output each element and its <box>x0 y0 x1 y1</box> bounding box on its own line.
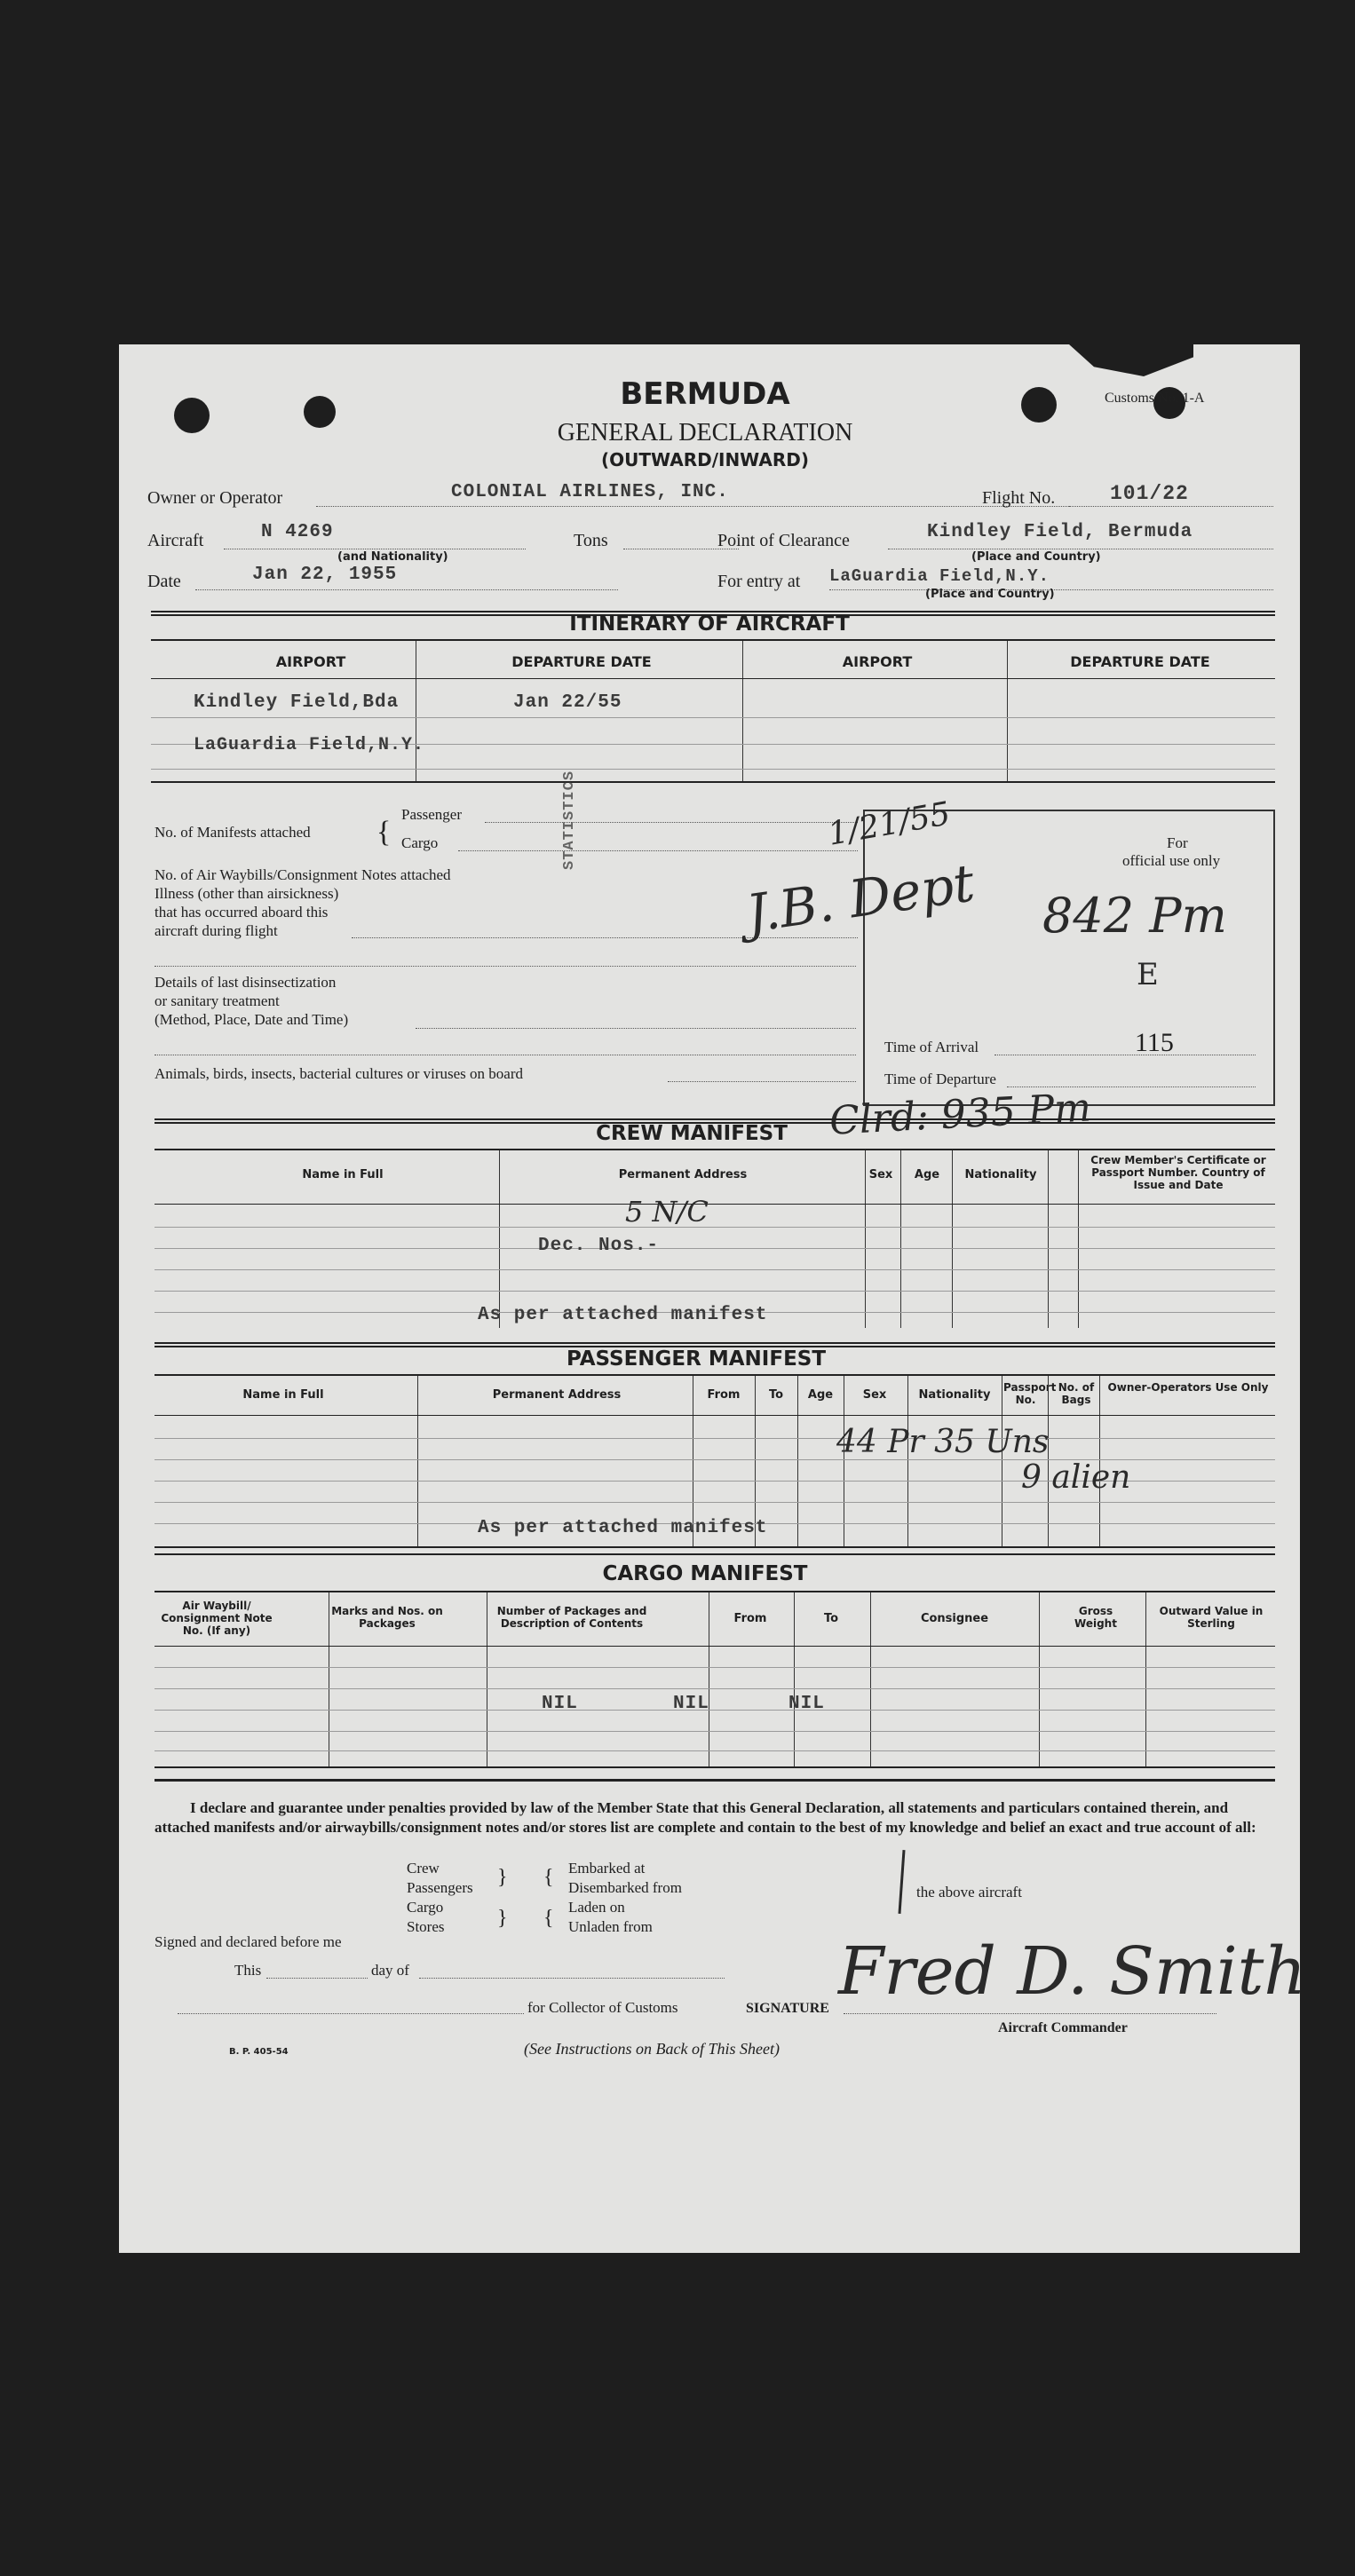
declaration-item: Embarked at <box>568 1860 646 1877</box>
itinerary-header-airport-2: AIRPORT <box>842 653 913 670</box>
itinerary-row-2-airport: LaGuardia Field,N.Y. <box>194 735 425 755</box>
passenger-handwriting-alien: 9 alien <box>1021 1459 1131 1496</box>
crew-header-address: Permanent Address <box>618 1168 748 1181</box>
cargo-nil-1: NIL <box>542 1694 578 1714</box>
date-value: Jan 22, 1955 <box>252 565 398 585</box>
cargo-header-consignee: Consignee <box>920 1612 989 1625</box>
declaration-braces-right: { { <box>543 1866 554 1930</box>
crew-header-name: Name in Full <box>302 1168 384 1181</box>
declaration-text: I declare and guarantee under penalties provided by law of the Member State that this General Declaration, all statements and particulars contained therein, and attached manifests and/or airwaybills/consignment notes and/or stores list are complete and contain to the best of my knowledge and belief an exact and true account of all: <box>155 1799 1256 1836</box>
crew-attached-note: As per attached manifest <box>478 1305 768 1325</box>
crew-header-certificate: Crew Member's Certificate or Passport Number. Country of Issue and Date <box>1090 1154 1266 1191</box>
flight-value: 101/22 <box>1110 482 1189 505</box>
aircraft-label: Aircraft <box>147 531 204 550</box>
clearance-note: (Place and Country) <box>971 550 1101 564</box>
clearance-value: Kindley Field, Bermuda <box>927 522 1193 542</box>
passenger-header-name: Name in Full <box>242 1388 324 1402</box>
departure-label: Time of Departure <box>884 1071 996 1087</box>
entry-note: (Place and Country) <box>925 588 1055 601</box>
cargo-header-marks: Marks and Nos. on Packages <box>331 1605 443 1630</box>
itinerary-row-1-date: Jan 22/55 <box>513 692 622 713</box>
itinerary-header-date-1: DEPARTURE DATE <box>511 653 652 670</box>
itinerary-header-airport-1: AIRPORT <box>275 653 346 670</box>
disinsect-line: Details of last disinsectization <box>155 974 337 991</box>
signature-label: SIGNATURE <box>746 2001 829 2016</box>
cargo-header-waybill: Air Waybill/ Consignment Note No. (If any) <box>161 1600 273 1637</box>
passenger-header-age: Age <box>807 1388 834 1402</box>
entry-label: For entry at <box>717 572 801 591</box>
declaration-item: Passengers <box>407 1879 473 1896</box>
passenger-header-to: To <box>768 1388 784 1402</box>
form-subtitle: GENERAL DECLARATION <box>557 419 853 446</box>
signed-label: Signed and declared before me <box>155 1933 342 1950</box>
arrival-label: Time of Arrival <box>884 1039 979 1055</box>
cargo-nil-3: NIL <box>788 1694 825 1714</box>
tons-label: Tons <box>574 531 608 550</box>
signature-stroke <box>898 1850 905 1914</box>
official-for: For <box>1167 834 1188 851</box>
declaration-item: Cargo <box>407 1899 444 1916</box>
waybills-label: No. of Air Waybills/Consignment Notes attached <box>155 866 451 883</box>
animals-label: Animals, birds, insects, bacterial cultures or viruses on board <box>155 1065 523 1082</box>
declaration-right-items <box>568 1859 682 1937</box>
passenger-header-nationality: Nationality <box>918 1388 991 1402</box>
crew-header-age: Age <box>914 1168 940 1181</box>
disinsect-label <box>155 973 348 1029</box>
form-direction: (OUTWARD/INWARD) <box>601 449 809 470</box>
disinsect-line: or sanitary treatment <box>155 992 280 1009</box>
customs-number: Customs No. 1-A <box>1105 391 1205 406</box>
crew-header-sex: Sex <box>868 1168 893 1181</box>
cargo-header-weight: Gross Weight <box>1074 1605 1117 1630</box>
form-title: BERMUDA <box>620 376 790 412</box>
general-declaration-form <box>119 344 1307 2253</box>
owner-value: COLONIAL AIRLINES, INC. <box>451 482 729 502</box>
torn-corner <box>1069 344 1193 376</box>
commander-label: Aircraft Commander <box>998 2020 1128 2035</box>
this-label: This <box>234 1962 262 1979</box>
official-use-label: official use only <box>1122 852 1221 869</box>
passenger-header-bags: No. of Bags <box>1058 1381 1095 1406</box>
arrival-value: 115 <box>1135 1028 1174 1057</box>
illness-line: Illness (other than airsickness) <box>155 885 339 902</box>
punch-hole <box>174 398 210 433</box>
handwritten-time: 842 Pm <box>1042 888 1227 944</box>
declaration-item: Unladen from <box>568 1918 653 1935</box>
illness-line: that has occurred aboard this <box>155 904 329 921</box>
collector-label: for Collector of Customs <box>527 1999 678 2016</box>
passenger-manifest-label: Passenger <box>401 806 462 823</box>
date-label: Date <box>147 572 181 591</box>
crew-manifest-title: CREW MANIFEST <box>596 1122 788 1145</box>
above-aircraft-label: the above aircraft <box>916 1884 1022 1900</box>
clearance-label: Point of Clearance <box>717 531 850 550</box>
itinerary-header-date-2: DEPARTURE DATE <box>1070 653 1210 670</box>
crew-handwriting: 5 N/C <box>625 1195 709 1229</box>
illness-line: aircraft during flight <box>155 922 278 939</box>
crew-dec-nos: Dec. Nos.- <box>538 1236 660 1256</box>
declaration-item: Crew <box>407 1860 440 1877</box>
form-code: B. P. 405-54 <box>229 2047 289 2057</box>
brace: { <box>376 816 392 849</box>
illness-label <box>155 884 338 940</box>
declaration-item: Laden on <box>568 1899 625 1916</box>
passenger-header-passport: Passport No. <box>1003 1381 1057 1406</box>
instructions-footer: (See Instructions on Back of This Sheet) <box>524 2040 780 2058</box>
cargo-manifest-title: CARGO MANIFEST <box>602 1562 808 1585</box>
crew-header-nationality: Nationality <box>964 1168 1037 1181</box>
passenger-attached-note: As per attached manifest <box>478 1518 768 1538</box>
disinsect-line: (Method, Place, Date and Time) <box>155 1011 349 1028</box>
statistics-stamp: STATISTICS <box>561 770 578 870</box>
entry-value: LaGuardia Field,N.Y. <box>829 566 1050 586</box>
itinerary-row-1-airport: Kindley Field,Bda <box>194 692 400 713</box>
aircraft-note: (and Nationality) <box>337 550 448 564</box>
manifests-label: No. of Manifests attached <box>155 824 311 841</box>
passenger-manifest-title: PASSENGER MANIFEST <box>566 1347 827 1371</box>
passenger-header-sex: Sex <box>862 1388 887 1402</box>
cargo-header-to: To <box>823 1612 839 1625</box>
handwritten-initials: J.B. Dept <box>742 852 979 944</box>
passenger-handwriting-counts: 44 Pr 35 Uns <box>836 1424 1050 1460</box>
punch-hole <box>1021 387 1057 423</box>
passenger-header-address: Permanent Address <box>492 1388 622 1402</box>
handwritten-e: E <box>1137 957 1159 992</box>
cargo-header-packages: Number of Packages and Description of Contents <box>496 1605 647 1630</box>
owner-label: Owner or Operator <box>147 488 283 508</box>
cargo-header-value: Outward Value in Sterling <box>1159 1605 1264 1630</box>
cargo-nil-2: NIL <box>673 1694 709 1714</box>
flight-label: Flight No. <box>982 488 1056 508</box>
cargo-header-from: From <box>733 1612 767 1625</box>
handwritten-date: 1/21/55 <box>825 795 954 853</box>
itinerary-title: ITINERARY OF AIRCRAFT <box>569 612 850 636</box>
cargo-manifest-label: Cargo <box>401 834 439 851</box>
handwritten-cleared: Clrd: 935 Pm <box>828 1085 1093 1144</box>
aircraft-value: N 4269 <box>261 522 334 542</box>
commander-signature: Fred D. Smith <box>838 1933 1307 2010</box>
day-of-label: day of <box>371 1962 409 1979</box>
declaration-item: Stores <box>407 1918 445 1935</box>
declaration-braces-left: } } <box>497 1866 508 1930</box>
passenger-header-owner-use: Owner-Operators Use Only <box>1107 1381 1269 1394</box>
punch-hole <box>304 396 336 428</box>
declaration-item: Disembarked from <box>568 1879 682 1896</box>
passenger-header-from: From <box>707 1388 741 1402</box>
declaration-left-items <box>407 1859 473 1937</box>
